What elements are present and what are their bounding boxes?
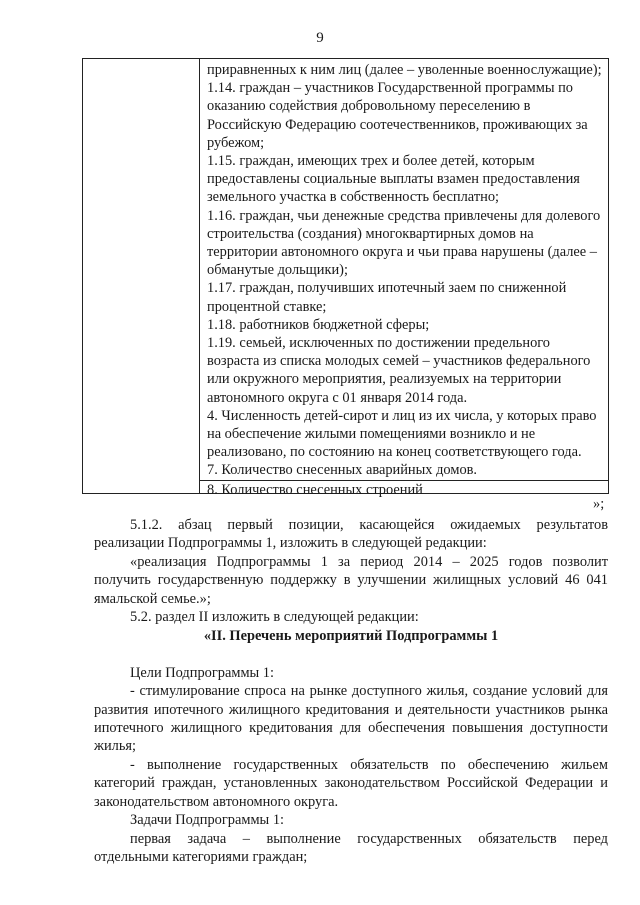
paragraph-goals-title: Цели Подпрограммы 1:	[130, 664, 275, 681]
table-item: 1.18. работников бюджетной сферы;	[207, 316, 430, 333]
paragraph-task-1: первая задача – выполнение государственных обязательств перед отдельными категориями граждан;	[94, 830, 608, 865]
table-item: 7. Количество снесенных аварийных домов.	[207, 462, 478, 479]
section-heading: «II. Перечень мероприятий Подпрограммы 1	[203, 628, 499, 645]
spacer	[94, 646, 608, 664]
table-item: 1.16. граждан, чьи денежные средства привлечены для долевого строительства (создания) многоквартирных домов на территории автономного округа и чьи права нарушены (далее – обманутые дольщики);	[207, 207, 601, 279]
paragraph-goal-1: - стимулирование спроса на рынке доступного жилья, создание условий для развития ипотечного жилищного кредитования и деятельности участников рынка ипотечного жилищного кредитования для обеспечения повышения доступности жилья;	[94, 683, 608, 755]
table-item: 4. Численность детей-сирот и лиц из их числа, у которых право на обеспечение жилыми помещениями возникло и не реализовано, по состоянию на конец соответствующего года.	[207, 407, 597, 461]
table-item: 1.17. граждан, получивших ипотечный заем по сниженной процентной ставке;	[207, 280, 567, 315]
paragraph-quote: «реализация Подпрограммы 1 за период 2014 – 2025 годов позволит получить государственную поддержку в улучшении жилищных условий 46 041 ямальской семье.»;	[94, 553, 608, 607]
paragraph-tasks-title: Задачи Подпрограммы 1:	[130, 812, 285, 829]
table-item: приравненных к ним лиц (далее – уволенные военнослужащие);	[207, 62, 602, 78]
table	[82, 58, 609, 498]
paragraph-5-2: 5.2. раздел II изложить в следующей редакции:	[130, 609, 419, 626]
table-closing-quote: »;	[593, 496, 605, 512]
table-item: 1.19. семьей, исключенных по достижении предельного возраста из списка молодых семей – участников федерального или окружного мероприятия, реализуемых на территории автономного округа с 01 января 2014 года.	[207, 335, 591, 406]
paragraph-goal-2: - выполнение государственных обязательств по обеспечению жильем категорий граждан, установленных законодательством Российской Федерации и законодательством автономного округа.	[94, 756, 608, 810]
table-cell-indicators	[207, 61, 604, 499]
table-item: 8. Количество снесенных строений	[200, 480, 608, 499]
document-body	[94, 516, 608, 866]
table-column-divider	[199, 59, 200, 493]
page-number: 9	[316, 30, 324, 46]
table-item: 1.15. граждан, имеющих трех и более детей, которым предоставлены социальные выплаты взамен предоставления земельного участка в собственность бесплатно;	[207, 153, 580, 206]
table-item: 1.14. граждан – участников Государственной программы по оказанию содействия добровольному переселению в Российскую Федерацию соотечественников, проживающих за рубежом;	[207, 80, 588, 151]
paragraph-5-1-2: 5.1.2. абзац первый позиции, касающейся ожидаемых результатов реализации Подпрограммы 1, изложить в следующей редакции:	[94, 517, 608, 552]
